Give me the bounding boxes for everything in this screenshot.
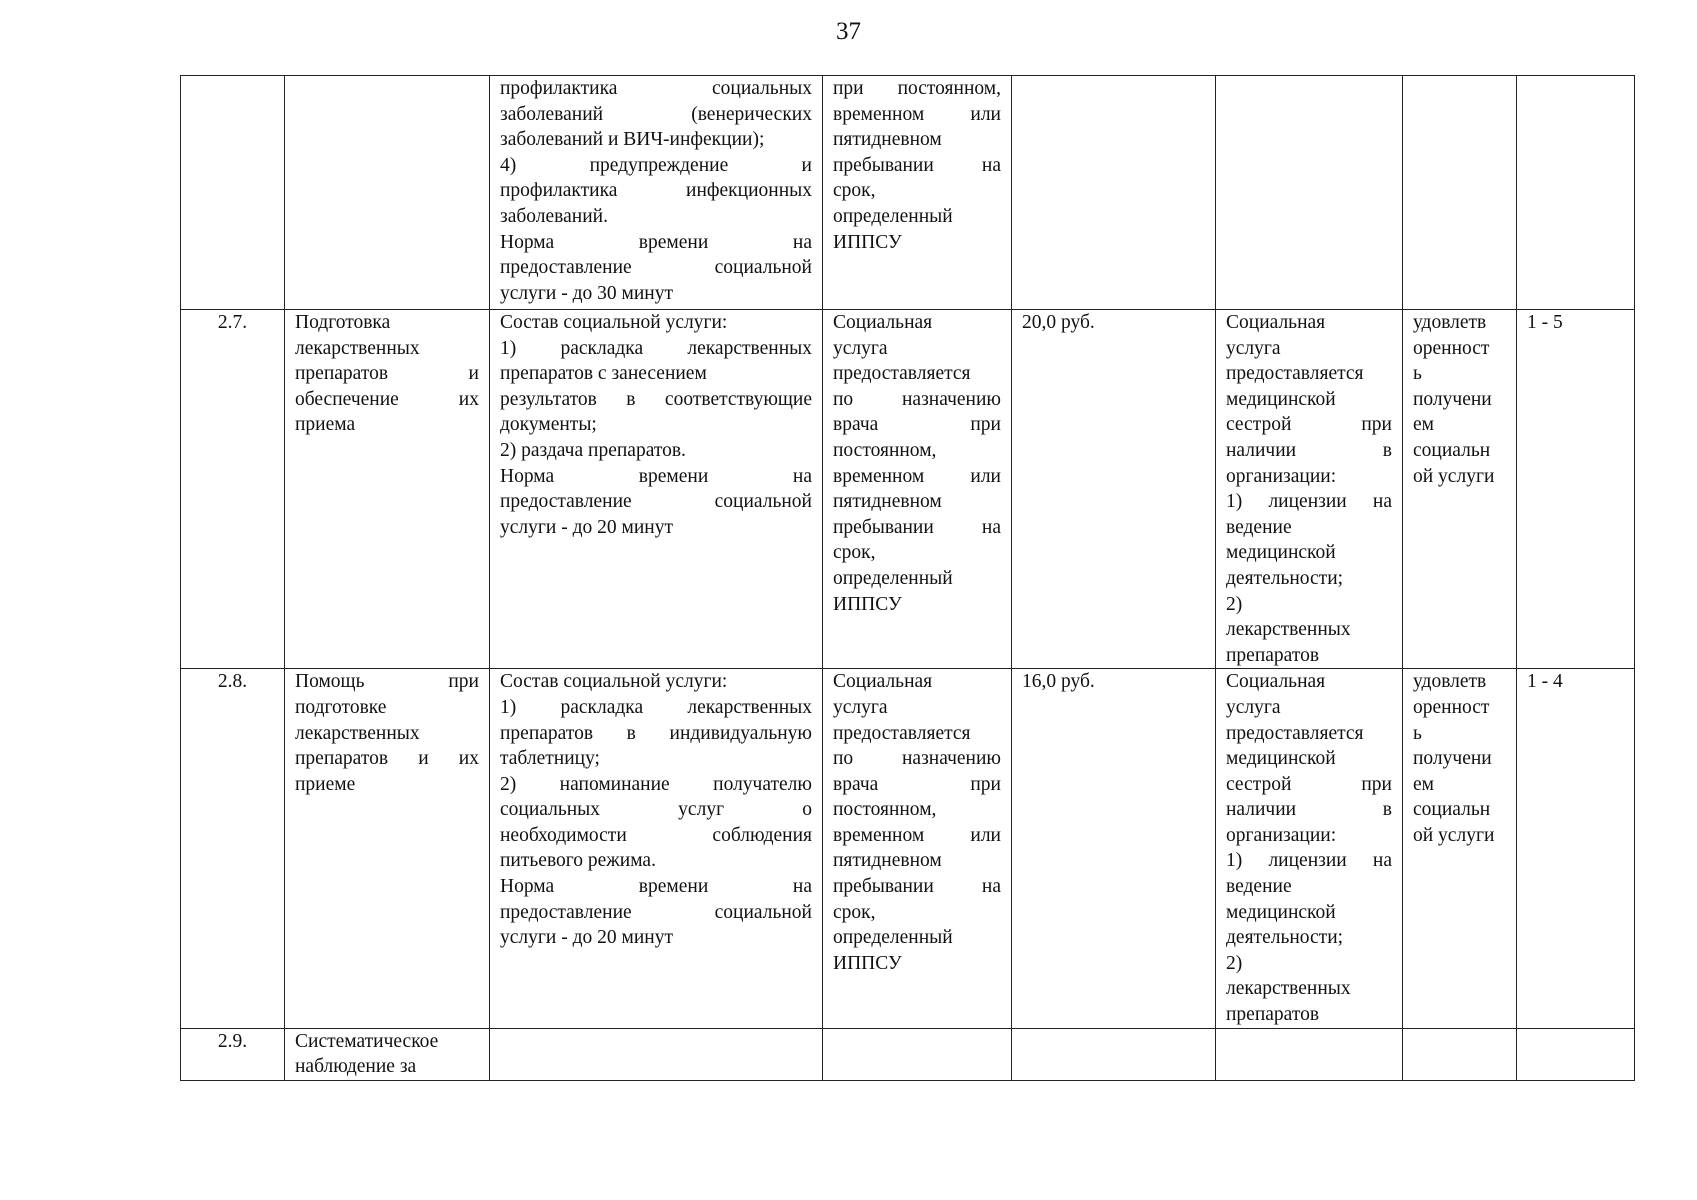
quality-indicator-line: ь [1413, 363, 1422, 385]
service-content-line: Состав социальной услуги: [500, 312, 728, 333]
quality-indicator-line: оренност [1413, 696, 1490, 718]
service-content-line: предоставление социальной [500, 257, 812, 279]
service-name-line: подготовке [295, 696, 387, 718]
service-conditions-line: временном или [833, 824, 1001, 846]
service-conditions-line: пребывании на [833, 516, 1001, 538]
quality-indicator-line: социальн [1413, 439, 1491, 461]
service-provider-line: деятельности; [1226, 567, 1344, 589]
service-conditions-line: временном или [833, 465, 1001, 487]
quality-indicator-line: оренност [1413, 337, 1490, 359]
service-content-line: услуги - до 30 минут [500, 282, 673, 304]
service-content-line: 2) раздача препаратов. [500, 439, 686, 461]
service-conditions [823, 310, 1012, 669]
service-provider-line: Социальная [1226, 312, 1326, 333]
service-conditions-line: определенный [833, 927, 953, 949]
service-provider [1216, 1028, 1403, 1080]
service-content-line: 2) напоминание получателю [500, 773, 812, 795]
service-conditions-line: пятидневном [833, 491, 942, 513]
row-number [181, 76, 285, 310]
service-name-line: приеме [295, 773, 356, 795]
service-provider-line: лекарственных [1226, 619, 1351, 641]
service-content-line: профилактика инфекционных [500, 180, 812, 202]
row-number: 2.9. [181, 1028, 285, 1080]
service-conditions-line: определенный [833, 205, 953, 227]
service-content-line: 4) предупреждение и [500, 154, 812, 176]
service-provider-line: организации: [1226, 465, 1337, 487]
service-conditions-line: при постоянном, [833, 78, 1001, 99]
service-content-line: Норма времени на [500, 465, 812, 487]
service-price: 16,0 руб. [1012, 669, 1216, 1028]
service-provider-line: сестрой при [1226, 773, 1392, 795]
quality-indicator [1403, 669, 1517, 1028]
service-provider-line: препаратов [1226, 644, 1320, 666]
service-provider-line: Социальная [1226, 671, 1326, 693]
service-content-line: препаратов с занесением [500, 363, 707, 385]
service-name-line: лекарственных [295, 722, 420, 744]
service-content-line: препаратов в индивидуальную [500, 722, 812, 744]
service-conditions-line: пребывании на [833, 154, 1001, 176]
service-conditions-line: срок, [833, 542, 876, 564]
service-conditions-line: врача при [833, 414, 1001, 436]
service-conditions [823, 669, 1012, 1028]
service-frequency [1517, 1028, 1635, 1080]
service-content-line: 1) раскладка лекарственных [500, 337, 812, 359]
service-content-line: заболеваний. [500, 205, 608, 227]
service-conditions-line: по назначению [833, 748, 1001, 770]
service-content [490, 1028, 823, 1080]
service-conditions-line: срок, [833, 180, 876, 202]
service-provider-line: 2) [1226, 593, 1243, 615]
service-content-line: результатов в соответствующие [500, 388, 812, 410]
service-content [490, 76, 823, 310]
service-name-line: обеспечение их [295, 388, 479, 410]
service-conditions-line: пятидневном [833, 129, 942, 151]
service-content-line: Норма времени на [500, 876, 812, 898]
service-content-line: предоставление социальной [500, 901, 812, 923]
service-provider-line: лекарственных [1226, 978, 1351, 1000]
row-number: 2.8. [181, 669, 285, 1028]
service-content-line: социальных услуг о [500, 799, 812, 821]
quality-indicator-line: ем [1413, 414, 1434, 436]
service-name-line: приема [295, 414, 356, 436]
service-conditions-line: определенный [833, 567, 953, 589]
service-content-line: предоставление социальной [500, 491, 812, 513]
service-provider-line: медицинской [1226, 901, 1336, 923]
table-row [181, 310, 1635, 669]
service-name-line: наблюдение за [295, 1056, 417, 1078]
service-conditions-line: постоянном, [833, 799, 937, 821]
service-content-line: заболеваний (венерических [500, 103, 812, 125]
service-name-line: Систематическое [295, 1030, 439, 1052]
service-provider-line: 1) лицензии на [1226, 850, 1392, 872]
quality-indicator [1403, 1028, 1517, 1080]
service-conditions-line: постоянном, [833, 439, 937, 461]
service-provider-line: услуга [1226, 337, 1281, 359]
service-content [490, 310, 823, 669]
quality-indicator-line: ь [1413, 722, 1422, 744]
service-content-line: Состав социальной услуги: [500, 671, 728, 693]
service-conditions-line: пребывании на [833, 876, 1001, 898]
quality-indicator-line: удовлетв [1413, 312, 1487, 333]
service-name-line: препаратов и их [295, 748, 479, 770]
service-provider-line: предоставляется [1226, 722, 1364, 744]
service-provider [1216, 669, 1403, 1028]
service-name-line: препаратов и [295, 363, 479, 385]
service-name-line: Подготовка [295, 312, 391, 333]
service-provider [1216, 310, 1403, 669]
service-provider-line: медицинской [1226, 748, 1336, 770]
quality-indicator-line: ем [1413, 773, 1434, 795]
service-conditions-line: ИППСУ [833, 593, 902, 615]
service-provider-line: услуга [1226, 696, 1281, 718]
service-content-line: таблетницу; [500, 748, 600, 770]
service-content-line: услуги - до 20 минут [500, 927, 673, 949]
service-name [285, 1028, 490, 1080]
service-provider-line: наличии в [1226, 799, 1392, 821]
service-frequency: 1 - 5 [1517, 310, 1635, 669]
table-row [181, 76, 1635, 310]
service-provider-line: препаратов [1226, 1004, 1320, 1026]
quality-indicator-line: получени [1413, 388, 1492, 410]
quality-indicator [1403, 76, 1517, 310]
service-conditions-line: врача при [833, 773, 1001, 795]
service-provider-line: организации: [1226, 824, 1337, 846]
service-conditions-line: услуга [833, 696, 888, 718]
service-frequency: 1 - 4 [1517, 669, 1635, 1028]
service-name [285, 669, 490, 1028]
service-conditions-line: по назначению [833, 388, 1001, 410]
service-name [285, 76, 490, 310]
service-content [490, 669, 823, 1028]
service-conditions-line: предоставляется [833, 363, 971, 385]
service-provider-line: наличии в [1226, 439, 1392, 461]
quality-indicator-line: ой услуги [1413, 465, 1495, 487]
quality-indicator-line: удовлетв [1413, 671, 1487, 693]
service-conditions-line: Социальная [833, 671, 933, 693]
service-name-line: Помощь при [295, 671, 479, 693]
service-provider-line: ведение [1226, 876, 1292, 898]
service-conditions [823, 76, 1012, 310]
service-provider-line: медицинской [1226, 388, 1336, 410]
services-table [180, 75, 1635, 1081]
service-conditions-line: услуга [833, 337, 888, 359]
quality-indicator [1403, 310, 1517, 669]
table-body [181, 76, 1635, 1081]
service-provider-line: сестрой при [1226, 414, 1392, 436]
page-number: 37 [836, 18, 861, 45]
service-conditions-line: ИППСУ [833, 952, 902, 974]
service-content-line: Норма времени на [500, 231, 812, 253]
service-content-line: необходимости соблюдения [500, 824, 812, 846]
service-provider-line: 1) лицензии на [1226, 491, 1392, 513]
service-provider-line: предоставляется [1226, 363, 1364, 385]
service-price [1012, 76, 1216, 310]
service-frequency [1517, 76, 1635, 310]
service-provider-line: 2) [1226, 952, 1243, 974]
service-conditions-line: Социальная [833, 312, 933, 333]
table-row [181, 1028, 1635, 1080]
row-number: 2.7. [181, 310, 285, 669]
quality-indicator-line: получени [1413, 748, 1492, 770]
quality-indicator-line: ой услуги [1413, 824, 1495, 846]
service-content-line: услуги - до 20 минут [500, 516, 673, 538]
service-content-line: заболеваний и ВИЧ-инфекции); [500, 129, 765, 151]
service-provider-line: медицинской [1226, 542, 1336, 564]
service-provider-line: ведение [1226, 516, 1292, 538]
service-name-line: лекарственных [295, 337, 420, 359]
service-conditions-line: срок, [833, 901, 876, 923]
service-provider [1216, 76, 1403, 310]
service-conditions-line: пятидневном [833, 850, 942, 872]
service-conditions-line: ИППСУ [833, 231, 902, 253]
service-provider-line: деятельности; [1226, 927, 1344, 949]
service-conditions-line: предоставляется [833, 722, 971, 744]
service-name [285, 310, 490, 669]
service-content-line: питьевого режима. [500, 850, 656, 872]
service-content-line: документы; [500, 414, 597, 436]
service-price: 20,0 руб. [1012, 310, 1216, 669]
service-content-line: 1) раскладка лекарственных [500, 696, 812, 718]
table-row [181, 669, 1635, 1028]
service-conditions-line: временном или [833, 103, 1001, 125]
service-price [1012, 1028, 1216, 1080]
service-conditions [823, 1028, 1012, 1080]
service-content-line: профилактика социальных [500, 78, 812, 99]
quality-indicator-line: социальн [1413, 799, 1491, 821]
